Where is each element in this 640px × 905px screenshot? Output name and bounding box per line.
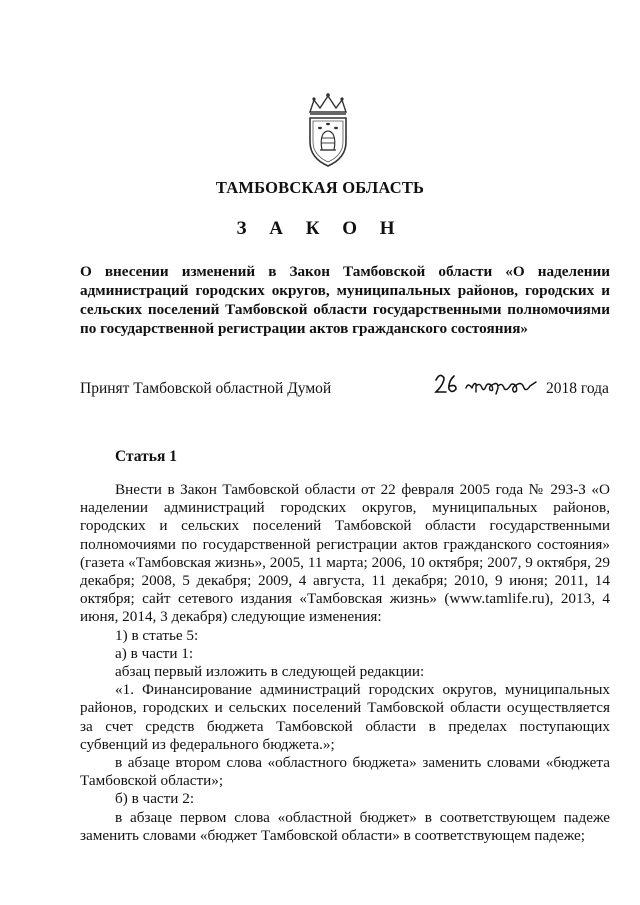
paragraph: Внести в Закон Тамбовской области от 22 февраля 2005 года № 293-З «О наделении администраций городских округов, муниципальных районов, городских и сельских поселений Тамбовской области государственными полномочиями по государственной регистрации актов гражданского состояния» (газета «Тамбовская жизнь», 2005, 11 марта; 2006, 10 октября; 2007, 9 октября, 29 декабря; 2008, 5 декабря; 2009, 4 августа, 11 декабря; 2010, 9 июня; 2011, 14 октября; сайт сетевого издания «Тамбовская жизнь» (www.tamlife.ru), 2013, 4 июня, 2014, 3 декабря) следующие изменения: (80, 481, 610, 626)
paragraph: абзац первый изложить в следующей редакции: (115, 663, 425, 681)
document-type-heading: З А К О Н (236, 218, 404, 239)
region-heading: ТАМБОВСКАЯ ОБЛАСТЬ (215, 178, 425, 197)
paragraph: в абзаце первом слова «областной бюджет» в соответствующем падеже заменить словами «бюджет Тамбовской области» в соответствующем падеже; (80, 808, 610, 844)
article-heading: Статья 1 (115, 448, 177, 465)
law-title: О внесении изменений в Закон Тамбовской области «О наделении администраций городских округов, муниципальных районов, городских и сельских поселений Тамбовской области государственными полномочиями по государственной регистрации актов гражданского состояния» (80, 263, 610, 337)
paragraph: в абзаце втором слова «областного бюджета» заменить словами «бюджета Тамбовской области»; (80, 754, 610, 790)
paragraph: а) в части 1: (115, 644, 194, 662)
adoption-line (80, 378, 610, 402)
paragraph: 1) в статье 5: (115, 626, 199, 644)
coat-of-arms-icon (296, 90, 360, 170)
adoption-label: Принят Тамбовской областной Думой (80, 380, 332, 397)
paragraph: б) в части 2: (115, 790, 195, 808)
article-body (80, 481, 610, 845)
handwritten-date (432, 370, 542, 396)
paragraph: «1. Финансирование администраций городских округов, муниципальных районов, городских и сельских поселений Тамбовской области осуществляется за счет средств бюджета Тамбовской области в пределах поступающих субвенций из федерального бюджета.»; (80, 681, 610, 753)
adoption-year: 2018 года (546, 380, 609, 397)
